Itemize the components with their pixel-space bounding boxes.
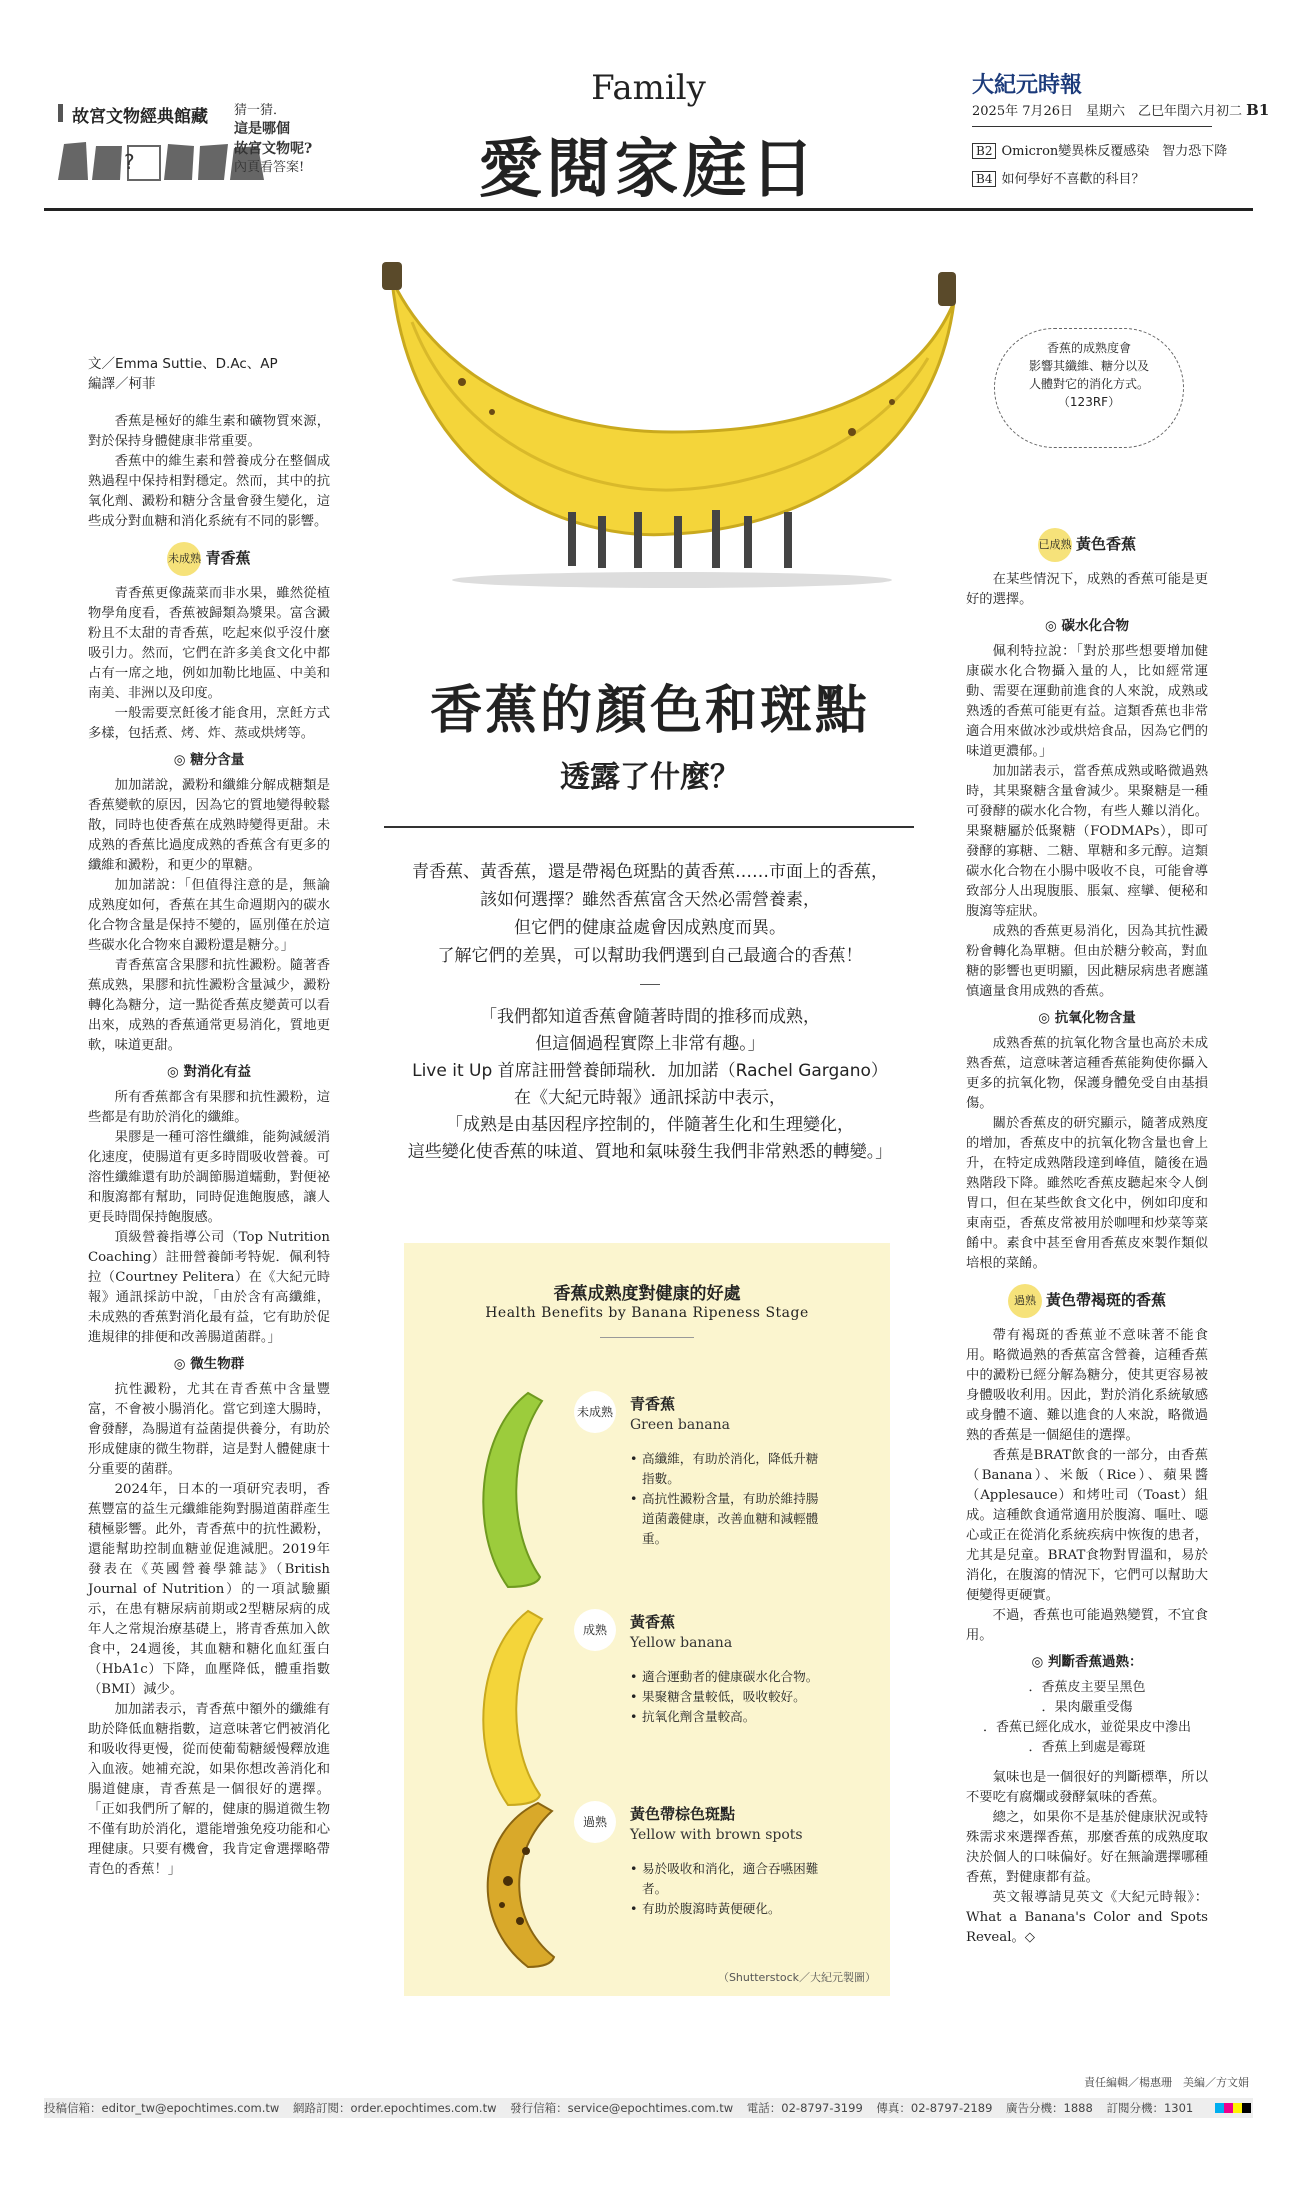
- author: 文／Emma Suttie、D.Ac、AP: [88, 356, 278, 372]
- header-rule: [44, 208, 1253, 211]
- stage-badge: 已成熟: [1038, 528, 1072, 562]
- artifact-question-mark: ?: [124, 150, 135, 174]
- quote-line: 但這個過程實際上非常有趣。」: [535, 1034, 765, 1054]
- quote-line: 「成熟是由基因程序控制的，伴隨著生化和生理變化，: [446, 1115, 854, 1135]
- right-column: [966, 528, 1208, 1948]
- footer-item: 電話：02-8797-3199: [746, 2101, 863, 2115]
- caption-line: 人體對它的消化方式。: [1028, 377, 1149, 391]
- editor: 編譯／柯菲: [88, 376, 156, 392]
- benefit-item: • 高纖維，有助於消化，降低升糖指數。: [630, 1449, 820, 1489]
- paragraph: 一般需要烹飪後才能食用，烹飪方式多樣，包括煮、烤、炸、蒸或烘烤等。: [88, 706, 330, 741]
- panel-title: 香蕉成熟度對健康的好處: [553, 1284, 741, 1304]
- stage-badge: 過熟: [1008, 1284, 1042, 1318]
- lead-rule: [384, 826, 914, 828]
- caption-line: 香蕉的成熟度會: [1046, 341, 1131, 355]
- banana-photo: [372, 262, 966, 592]
- stage-name: 黃色帶棕色斑點: [630, 1805, 736, 1823]
- benefit-item: • 適合運動者的健康碳水化合物。: [630, 1667, 840, 1687]
- lead-paragraph: [330, 858, 970, 970]
- paragraph: 抗性澱粉，尤其在青香蕉中含量豐富，不會被小腸消化。當它到達大腸時，會發酵，為腸道有益菌提供養分，有助於形成健康的微生物群，這是對人體健康十分重要的菌群。: [88, 1382, 330, 1477]
- sign-item: ．果肉嚴重受傷: [1041, 1700, 1133, 1715]
- guess-inside: 內頁看答案!: [234, 160, 305, 175]
- museum-title: 故宮文物經典館藏: [72, 107, 208, 127]
- benefit-item: • 易於吸收和消化，適合吞嚥困難者。: [630, 1859, 820, 1899]
- paragraph: 不過，香蕉也可能過熟變質，不宜食用。: [966, 1608, 1208, 1643]
- date-text: 2025年 7月26日 星期六 乙巳年閏六月初二: [972, 104, 1243, 119]
- left-column: [88, 412, 330, 1880]
- stage-benefits: [630, 1859, 820, 1919]
- stage-name: 青香蕉: [630, 1395, 676, 1413]
- photo-caption: [994, 328, 1184, 448]
- subheading-overripe-signs: ◎ 判斷香蕉過熟：: [1031, 1654, 1143, 1670]
- stage-benefits: [630, 1667, 840, 1727]
- sign-item: ．香蕉皮主要呈黑色: [1028, 1680, 1146, 1695]
- toc-page: B2: [972, 143, 996, 159]
- panel-credit: （Shutterstock／大紀元製圖）: [717, 1971, 876, 1984]
- subheading-microbiome: ◎ 微生物群: [173, 1356, 245, 1372]
- subheading-sugar: ◎ 糖分含量: [173, 752, 245, 768]
- footer-item: 訂閱分機：1301: [1106, 2101, 1194, 2115]
- paragraph: 香蕉是BRAT飲食的一部分，由香蕉（Banana）、米飯（Rice）、蘋果醬（Applesauce）和烤吐司（Toast）組成。這種飲食通常適用於腹瀉、嘔吐、噁心或正在從消化系統疾病中恢復的患者，尤其是兒童。BRAT食物對胃溫和，易於消化，在腹瀉的情況下，它們可以幫助大便變得更硬實。: [966, 1448, 1208, 1603]
- masthead: 愛閱家庭日: [478, 132, 819, 207]
- paragraph: 香蕉是極好的維生素和礦物質來源，對於保持身體健康非常重要。: [88, 414, 330, 449]
- stage-english: Green banana: [630, 1417, 730, 1433]
- lead-line: 該如何選擇？雖然香蕉富含天然必需營養素，: [480, 890, 820, 910]
- green-banana-icon: [468, 1391, 558, 1591]
- lead-line: 但它們的健康益處會因成熟度而異。: [514, 918, 786, 938]
- benefit-item: • 抗氧化劑含量較高。: [630, 1707, 840, 1727]
- spotted-banana-icon: [468, 1801, 568, 1971]
- subheading-digest: ◎ 對消化有益: [167, 1064, 251, 1080]
- stage-heading-green: [88, 542, 330, 576]
- paragraph: 果膠是一種可溶性纖維，能夠減緩消化速度，使腸道有更多時間吸收營養。可溶性纖維還有助於調節腸道蠕動，對便祕和腹瀉都有幫助，同時促進飽腹感，讓人更長時間保持飽腹感。: [88, 1130, 330, 1225]
- toc-item[interactable]: [972, 168, 1144, 187]
- toc-item[interactable]: [972, 140, 1227, 159]
- paragraph: 2024年，日本的一項研究表明，香蕉豐富的益生元纖維能夠對腸道菌群產生積極影響。此外，青香蕉中的抗性澱粉，還能幫助控制血糖並促進減肥。2019年發表在《英國營養學雜誌》（British Journal of Nutrition）的一項試驗顯示，在患有糖尿病前期或2型糖尿病的成年人之常規治療基礎上，將青香蕉加入飲食中，24週後，其血糖和糖化血紅蛋白（HbA1c）下降，血壓降低，體重指數（BMI）減少。: [88, 1482, 330, 1697]
- paragraph: 加加諾表示，青香蕉中額外的纖維有助於降低血糖指數，這意味著它們被消化和吸收得更慢，從而使葡萄糖緩慢釋放進入血液。她補充說，如果你想改善消化和腸道健康，青香蕉是一個很好的選擇。「正如我們所了解的，健康的腸道微生物不僅有助於消化，還能增強免疫功能和心理健康。只要有機會，我肯定會選擇略帶青色的香蕉！」: [88, 1702, 330, 1877]
- stage-benefits: [630, 1449, 820, 1549]
- stage-heading-ripe: [966, 528, 1208, 562]
- toc-title: 如何學好不喜歡的科目？: [1001, 172, 1145, 187]
- guess-question-1: 這是哪個: [234, 121, 290, 137]
- paragraph: 成熟的香蕉更易消化，因為其抗性澱粉會轉化為單糖。但由於糖分較高，對血糖的影響也更明顯，因此糖尿病患者應謹慎適量食用成熟的香蕉。: [966, 924, 1208, 999]
- guess-question-2: 故宮文物呢?: [234, 141, 313, 157]
- paragraph: 佩利特拉說：「對於那些想要增加健康碳水化合物攝入量的人，比如經常運動、需要在運動前進食的人來說，成熟或熟透的香蕉可能更有益。這類香蕉也非常適合用來做冰沙或烘焙食品，因為它們的味道更濃郁。」: [966, 644, 1208, 759]
- toc-rule: [972, 126, 1212, 127]
- stage-title: 青香蕉: [205, 549, 251, 567]
- color-registration-marks: [1215, 2103, 1251, 2113]
- stage-heading-overripe: [966, 1284, 1208, 1318]
- subheading-carb: ◎ 碳水化合物: [1045, 618, 1129, 634]
- lead-line: 了解它們的差異，可以幫助我們選到自己最適合的香蕉！: [437, 946, 863, 966]
- pull-quote: [330, 1004, 970, 1166]
- quote-line: 「我們都知道香蕉會隨著時間的推移而成熟，: [480, 1007, 820, 1027]
- stage-name: 黃香蕉: [630, 1613, 676, 1631]
- stage-badge: 未成熟: [167, 542, 201, 576]
- sign-item: ．香蕉上到處是霉斑: [1028, 1740, 1146, 1755]
- footer-item: 發行信箱：service@epochtimes.com.tw: [510, 2101, 734, 2115]
- quote-line: 在《大紀元時報》通訊採訪中表示，: [514, 1088, 786, 1108]
- panel-rule: [600, 1337, 694, 1338]
- subheadline: 透露了什麼？: [560, 760, 740, 795]
- issue-date: [972, 100, 1269, 119]
- footer-item: 傳真：02-8797-2189: [876, 2101, 993, 2115]
- paragraph: 氣味也是一個很好的判斷標準，所以不要吃有腐爛或發酵氣味的香蕉。: [966, 1770, 1208, 1805]
- quote-divider: [640, 984, 660, 985]
- subheading-antioxidant: ◎ 抗氧化物含量: [1038, 1010, 1136, 1026]
- paper-name: 大紀元時報: [972, 72, 1083, 98]
- footer-item: 網路訂閱：order.epochtimes.com.tw: [292, 2101, 497, 2115]
- lead-line: 青香蕉、黃香蕉，還是帶褐色斑點的黃香蕉……市面上的香蕉，: [412, 862, 888, 882]
- paragraph: 在某些情況下，成熟的香蕉可能是更好的選擇。: [966, 572, 1208, 607]
- byline: [88, 354, 278, 394]
- benefit-item: • 有助於腹瀉時黃便硬化。: [630, 1899, 820, 1919]
- caption-line: 影響其纖維、糖分以及: [1028, 359, 1149, 373]
- caption-line: （123RF）: [1057, 395, 1121, 409]
- ripeness-infographic: [404, 1243, 890, 1996]
- paragraph: 帶有褐斑的香蕉並不意味著不能食用。略微過熟的香蕉富含營養，這種香蕉中的澱粉已經分解為糖分，使其更容易被身體吸收利用。因此，對於消化系統敏感或身體不適、難以進食的人來說，略微過熟的香蕉是一個絕佳的選擇。: [966, 1328, 1208, 1443]
- page-credits: 責任編輯／楊惠珊 美編／方文娟: [1084, 2076, 1249, 2089]
- stage-title: 黃色帶褐斑的香蕉: [1045, 1291, 1166, 1309]
- stage-english: Yellow with brown spots: [630, 1827, 803, 1843]
- benefit-item: • 果聚糖含量較低，吸收較好。: [630, 1687, 840, 1707]
- overripe-signs-list: [966, 1678, 1208, 1758]
- page-number: B1: [1246, 101, 1270, 119]
- toc-title: Omicron變異株反覆感染 智力恐下降: [1001, 144, 1228, 159]
- quote-line: Live it Up 首席註冊營養師瑞秋．加加諾（Rachel Gargano）: [412, 1061, 888, 1081]
- footer-bar: [44, 2098, 1253, 2118]
- panel-subtitle: Health Benefits by Banana Ripeness Stage: [485, 1305, 809, 1321]
- paragraph: 關於香蕉皮的研究顯示，隨著成熟度的增加，香蕉皮中的抗氧化物含量也會上升，在特定成熟階段達到峰值，隨後在過熟階段下降。雖然吃香蕉皮聽起來令人倒胃口，但在某些飲食文化中，例如印度和東南亞，香蕉皮常被用於咖哩和炒菜等菜餚中。素食中甚至會用香蕉皮來製作類似培根的菜餚。: [966, 1116, 1208, 1271]
- paragraph: 總之，如果你不是基於健康狀況或特殊需求來選擇香蕉，那麼香蕉的成熟度取決於個人的口味偏好。好在無論選擇哪種香蕉，對健康都有益。: [966, 1810, 1208, 1885]
- headline: 香蕉的顏色和斑點: [429, 680, 870, 741]
- paragraph: 加加諾表示，當香蕉成熟或略微過熟時，其果聚糖含量會減少。果聚糖是一種可發酵的碳水化合物，有些人難以消化。果聚糖屬於低聚糖（FODMAPs），即可發酵的寡糖、二糖、單糖和多元醇。這類碳水化合物在小腸中吸收不良，可能會導致部分人出現腹脹、脹氣、痙攣、便秘和腹瀉等症狀。: [966, 764, 1208, 919]
- stage-english: Yellow banana: [630, 1635, 733, 1651]
- paragraph: 香蕉中的維生素和營養成分在整個成熟過程中保持相對穩定。然而，其中的抗氧化劑、澱粉和糖分含量會發生變化，這些成分對血糖和消化系統有不同的影響。: [88, 454, 330, 529]
- paragraph: 青香蕉富含果膠和抗性澱粉。隨著香蕉成熟，果膠和抗性澱粉含量減少，澱粉轉化為糖分，這一點從香蕉皮變黃可以看出來，成熟的香蕉通常更易消化，質地更軟，味道更甜。: [88, 958, 330, 1053]
- stage-title: 黃色香蕉: [1075, 535, 1136, 553]
- paragraph: 青香蕉更像蔬菜而非水果，雖然從植物學角度看，香蕉被歸類為漿果。富含澱粉且不太甜的青香蕉，吃起來似乎沒什麼吸引力。然而，它們在許多美食文化中都占有一席之地，例如加勒比地區、中美和南美、非洲以及印度。: [88, 586, 330, 701]
- paragraph: 英文報導請見英文《大紀元時報》：What a Banana's Color and Spots Reveal。◇: [966, 1890, 1208, 1945]
- stage-badge: 未成熟: [574, 1391, 616, 1433]
- guess-small: 猜一猜．: [234, 103, 287, 118]
- paragraph: 所有香蕉都含有果膠和抗性澱粉，這些都是有助於消化的纖維。: [88, 1090, 330, 1125]
- toc-page: B4: [972, 171, 996, 187]
- benefit-item: • 高抗性澱粉含量，有助於維持腸道菌叢健康，改善血糖和減輕體重。: [630, 1489, 820, 1549]
- paragraph: 成熟香蕉的抗氧化物含量也高於未成熟香蕉，這意味著這種香蕉能夠使你攝入更多的抗氧化物，保護身體免受自由基損傷。: [966, 1036, 1208, 1111]
- paragraph: 加加諾說：「但值得注意的是，無論成熟度如何，香蕉在其生命週期內的碳水化合物含量是保持不變的，區別僅在於這些碳水化合物來自澱粉還是糖分。」: [88, 878, 330, 953]
- paragraph: 加加諾說，澱粉和纖維分解成糖類是香蕉變軟的原因，因為它的質地變得較鬆散，同時也使香蕉在成熟時變得更甜。未成熟的香蕉比過度成熟的香蕉含有更多的纖維和澱粉，和更少的單糖。: [88, 778, 330, 873]
- quote-line: 這些變化使香蕉的味道、質地和氣味發生我們非常熟悉的轉變。」: [407, 1142, 893, 1162]
- footer-item: 投稿信箱：editor_tw@epochtimes.com.tw: [44, 2101, 280, 2115]
- stage-badge: 過熟: [574, 1801, 616, 1843]
- yellow-banana-icon: [468, 1609, 558, 1809]
- paragraph: 頂級營養指導公司（Top Nutrition Coaching）註冊營養師考特妮．佩利特拉（Courtney Pelitera）在《大紀元時報》通訊採訪中說，「由於含有高纖維，未成熟的香蕉對消化最有益，它有助於促進規律的排便和改善腸道菌群。」: [88, 1230, 330, 1345]
- sign-item: ．香蕉已經化成水，並從果皮中滲出: [982, 1720, 1191, 1735]
- section-name: Family: [591, 68, 706, 108]
- stage-badge: 成熟: [574, 1609, 616, 1651]
- footer-item: 廣告分機：1888: [1006, 2101, 1093, 2115]
